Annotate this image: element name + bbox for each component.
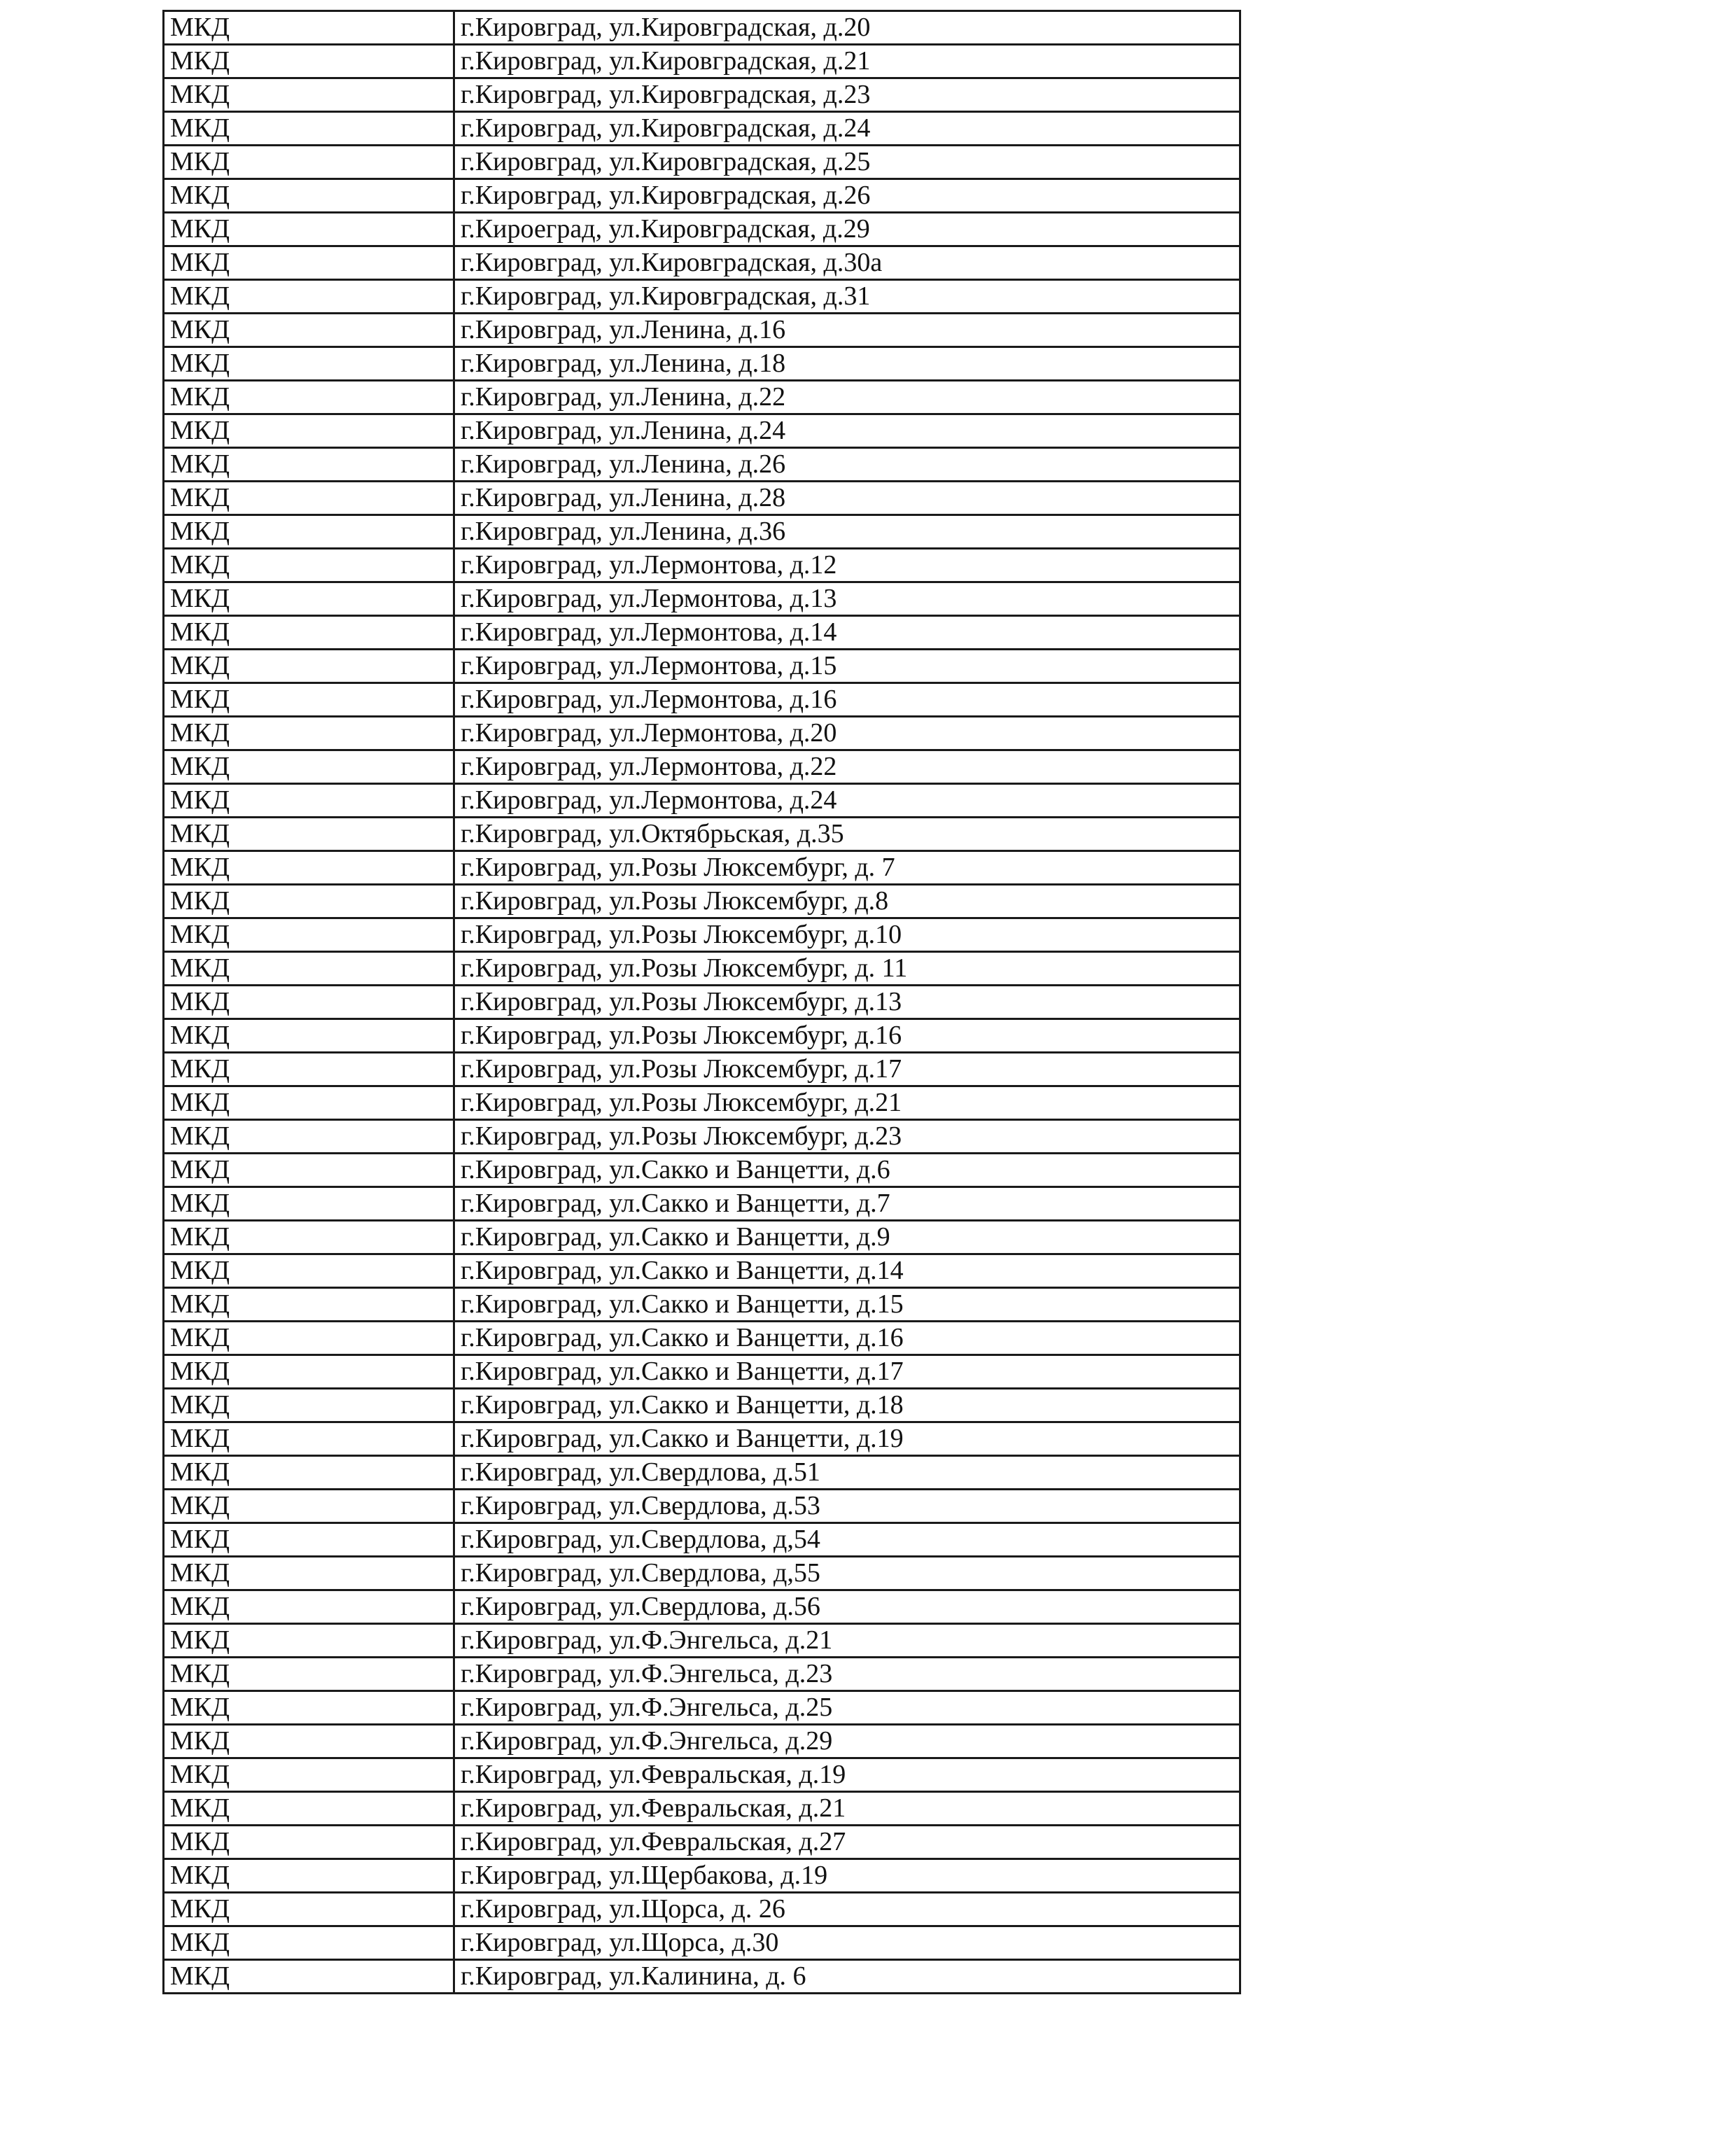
- building-type-cell: МКД: [164, 179, 454, 213]
- address-cell: г.Кировград, ул.Розы Люксембург, д. 7: [454, 851, 1240, 885]
- address-cell: г.Кировград, ул.Свердлова, д.53: [454, 1490, 1240, 1523]
- table-row: [164, 414, 1240, 448]
- address-cell: г.Кировград, ул.Розы Люксембург, д.16: [454, 1019, 1240, 1053]
- building-type-cell: МКД: [164, 986, 454, 1019]
- table-row: [164, 1557, 1240, 1590]
- table-row: [164, 1288, 1240, 1322]
- building-type-cell: МКД: [164, 1254, 454, 1288]
- address-cell: г.Кировград, ул.Свердлова, д,55: [454, 1557, 1240, 1590]
- building-type-cell: МКД: [164, 1826, 454, 1859]
- address-cell: г.Кировград, ул.Розы Люксембург, д.21: [454, 1086, 1240, 1120]
- table-row: [164, 146, 1240, 179]
- building-type-cell: МКД: [164, 1758, 454, 1792]
- building-type-cell: МКД: [164, 1019, 454, 1053]
- table-row: [164, 1758, 1240, 1792]
- address-cell: г.Кировград, ул.Февральская, д.27: [454, 1826, 1240, 1859]
- table-row: [164, 784, 1240, 818]
- building-type-cell: МКД: [164, 1590, 454, 1624]
- address-cell: г.Кировград, ул.Щербакова, д.19: [454, 1859, 1240, 1893]
- building-type-cell: МКД: [164, 818, 454, 851]
- table-row: [164, 1389, 1240, 1422]
- table-row: [164, 1355, 1240, 1389]
- address-cell: г.Кировград, ул.Кировградская, д.24: [454, 112, 1240, 146]
- table-row: [164, 381, 1240, 414]
- address-cell: г.Кировград, ул.Сакко и Ванцетти, д.14: [454, 1254, 1240, 1288]
- building-type-cell: МКД: [164, 1691, 454, 1725]
- address-cell: г.Кировград, ул.Щорса, д. 26: [454, 1893, 1240, 1926]
- table-row: [164, 1422, 1240, 1456]
- building-type-cell: МКД: [164, 1355, 454, 1389]
- address-cell: г.Кировград, ул.Сакко и Ванцетти, д.19: [454, 1422, 1240, 1456]
- address-cell: г.Кировград, ул.Розы Люксембург, д.13: [454, 986, 1240, 1019]
- building-type-cell: МКД: [164, 1322, 454, 1355]
- building-type-cell: МКД: [164, 11, 454, 45]
- building-type-cell: МКД: [164, 885, 454, 918]
- address-cell: г.Кироеград, ул.Кировградская, д.29: [454, 213, 1240, 246]
- table-row: [164, 818, 1240, 851]
- table-row: [164, 1725, 1240, 1758]
- address-cell: г.Кировград, ул.Кировградская, д.20: [454, 11, 1240, 45]
- document-page: [162, 10, 1224, 1994]
- building-type-cell: МКД: [164, 1490, 454, 1523]
- table-row: [164, 482, 1240, 515]
- table-row: [164, 1187, 1240, 1221]
- address-cell: г.Кировград, ул.Февральская, д.19: [454, 1758, 1240, 1792]
- table-row: [164, 1254, 1240, 1288]
- address-cell: г.Кировград, ул.Лермонтова, д.13: [454, 582, 1240, 616]
- address-cell: г.Кировград, ул.Кировградская, д.30а: [454, 246, 1240, 280]
- building-type-cell: МКД: [164, 851, 454, 885]
- table-row: [164, 650, 1240, 683]
- building-type-cell: МКД: [164, 582, 454, 616]
- address-cell: г.Кировград, ул.Розы Люксембург, д.23: [454, 1120, 1240, 1154]
- address-cell: г.Кировград, ул.Кировградская, д.31: [454, 280, 1240, 314]
- building-type-cell: МКД: [164, 1288, 454, 1322]
- table-row: [164, 213, 1240, 246]
- table-row: [164, 1120, 1240, 1154]
- building-type-cell: МКД: [164, 1523, 454, 1557]
- table-row: [164, 78, 1240, 112]
- address-cell: г.Кировград, ул.Кировградская, д.25: [454, 146, 1240, 179]
- table-row: [164, 1658, 1240, 1691]
- building-type-cell: МКД: [164, 1389, 454, 1422]
- table-row: [164, 1456, 1240, 1490]
- building-type-cell: МКД: [164, 952, 454, 986]
- table-row: [164, 717, 1240, 750]
- address-cell: г.Кировград, ул.Розы Люксембург, д. 11: [454, 952, 1240, 986]
- building-type-cell: МКД: [164, 414, 454, 448]
- address-cell: г.Кировград, ул.Ленина, д.26: [454, 448, 1240, 482]
- table-row: [164, 1490, 1240, 1523]
- address-cell: г.Кировград, ул.Лермонтова, д.12: [454, 549, 1240, 582]
- building-type-cell: МКД: [164, 1221, 454, 1254]
- building-type-cell: МКД: [164, 1187, 454, 1221]
- address-cell: г.Кировград, ул.Сакко и Ванцетти, д.9: [454, 1221, 1240, 1254]
- building-type-cell: МКД: [164, 314, 454, 347]
- address-cell: г.Кировград, ул.Ф.Энгельса, д.21: [454, 1624, 1240, 1658]
- building-type-cell: МКД: [164, 213, 454, 246]
- table-row: [164, 448, 1240, 482]
- address-cell: г.Кировград, ул.Калинина, д. 6: [454, 1960, 1240, 1994]
- table-row: [164, 347, 1240, 381]
- table-row: [164, 112, 1240, 146]
- table-row: [164, 885, 1240, 918]
- building-type-cell: МКД: [164, 717, 454, 750]
- address-cell: г.Кировград, ул.Ф.Энгельса, д.29: [454, 1725, 1240, 1758]
- table-row: [164, 1691, 1240, 1725]
- table-row: [164, 1019, 1240, 1053]
- building-type-cell: МКД: [164, 650, 454, 683]
- table-row: [164, 1590, 1240, 1624]
- table-row: [164, 683, 1240, 717]
- table-row: [164, 1926, 1240, 1960]
- address-cell: г.Кировград, ул.Розы Люксембург, д.8: [454, 885, 1240, 918]
- table-row: [164, 11, 1240, 45]
- table-body: [164, 11, 1240, 1994]
- address-cell: г.Кировград, ул.Ленина, д.36: [454, 515, 1240, 549]
- building-type-cell: МКД: [164, 45, 454, 78]
- building-type-cell: МКД: [164, 515, 454, 549]
- table-row: [164, 1792, 1240, 1826]
- building-type-cell: МКД: [164, 280, 454, 314]
- table-row: [164, 1154, 1240, 1187]
- address-cell: г.Кировград, ул.Кировградская, д.23: [454, 78, 1240, 112]
- table-row: [164, 549, 1240, 582]
- address-cell: г.Кировград, ул.Ленина, д.22: [454, 381, 1240, 414]
- building-type-cell: МКД: [164, 246, 454, 280]
- address-cell: г.Кировград, ул.Сакко и Ванцетти, д.18: [454, 1389, 1240, 1422]
- building-type-cell: МКД: [164, 616, 454, 650]
- table-row: [164, 1826, 1240, 1859]
- building-type-cell: МКД: [164, 1658, 454, 1691]
- housing-registry-table: [162, 10, 1241, 1994]
- address-cell: г.Кировград, ул.Свердлова, д.56: [454, 1590, 1240, 1624]
- table-row: [164, 750, 1240, 784]
- building-type-cell: МКД: [164, 1422, 454, 1456]
- building-type-cell: МКД: [164, 381, 454, 414]
- table-row: [164, 1523, 1240, 1557]
- address-cell: г.Кировград, ул.Ф.Энгельса, д.23: [454, 1658, 1240, 1691]
- address-cell: г.Кировград, ул.Лермонтова, д.15: [454, 650, 1240, 683]
- building-type-cell: МКД: [164, 1792, 454, 1826]
- address-cell: г.Кировград, ул.Сакко и Ванцетти, д.16: [454, 1322, 1240, 1355]
- building-type-cell: МКД: [164, 482, 454, 515]
- address-cell: г.Кировград, ул.Лермонтова, д.22: [454, 750, 1240, 784]
- address-cell: г.Кировград, ул.Ленина, д.18: [454, 347, 1240, 381]
- address-cell: г.Кировград, ул.Сакко и Ванцетти, д.7: [454, 1187, 1240, 1221]
- table-row: [164, 280, 1240, 314]
- building-type-cell: МКД: [164, 1557, 454, 1590]
- building-type-cell: МКД: [164, 1053, 454, 1086]
- building-type-cell: МКД: [164, 1086, 454, 1120]
- building-type-cell: МКД: [164, 1893, 454, 1926]
- address-cell: г.Кировград, ул.Кировградская, д.21: [454, 45, 1240, 78]
- address-cell: г.Кировград, ул.Сакко и Ванцетти, д.15: [454, 1288, 1240, 1322]
- building-type-cell: МКД: [164, 78, 454, 112]
- table-row: [164, 1859, 1240, 1893]
- building-type-cell: МКД: [164, 347, 454, 381]
- building-type-cell: МКД: [164, 1456, 454, 1490]
- address-cell: г.Кировград, ул.Сакко и Ванцетти, д.17: [454, 1355, 1240, 1389]
- table-row: [164, 1221, 1240, 1254]
- table-row: [164, 582, 1240, 616]
- building-type-cell: МКД: [164, 750, 454, 784]
- building-type-cell: МКД: [164, 1120, 454, 1154]
- table-row: [164, 616, 1240, 650]
- table-row: [164, 851, 1240, 885]
- table-row: [164, 918, 1240, 952]
- address-cell: г.Кировград, ул.Щорса, д.30: [454, 1926, 1240, 1960]
- address-cell: г.Кировград, ул.Ф.Энгельса, д.25: [454, 1691, 1240, 1725]
- building-type-cell: МКД: [164, 1926, 454, 1960]
- table-row: [164, 45, 1240, 78]
- building-type-cell: МКД: [164, 549, 454, 582]
- address-cell: г.Кировград, ул.Лермонтова, д.16: [454, 683, 1240, 717]
- table-row: [164, 1053, 1240, 1086]
- address-cell: г.Кировград, ул.Ленина, д.16: [454, 314, 1240, 347]
- table-row: [164, 515, 1240, 549]
- address-cell: г.Кировград, ул.Ленина, д.28: [454, 482, 1240, 515]
- address-cell: г.Кировград, ул.Февральская, д.21: [454, 1792, 1240, 1826]
- building-type-cell: МКД: [164, 448, 454, 482]
- building-type-cell: МКД: [164, 1154, 454, 1187]
- table-row: [164, 1893, 1240, 1926]
- address-cell: г.Кировград, ул.Розы Люксембург, д.17: [454, 1053, 1240, 1086]
- building-type-cell: МКД: [164, 112, 454, 146]
- address-cell: г.Кировград, ул.Лермонтова, д.14: [454, 616, 1240, 650]
- table-row: [164, 314, 1240, 347]
- address-cell: г.Кировград, ул.Свердлова, д,54: [454, 1523, 1240, 1557]
- building-type-cell: МКД: [164, 683, 454, 717]
- building-type-cell: МКД: [164, 1624, 454, 1658]
- table-row: [164, 1960, 1240, 1994]
- address-cell: г.Кировград, ул.Розы Люксембург, д.10: [454, 918, 1240, 952]
- building-type-cell: МКД: [164, 1725, 454, 1758]
- address-cell: г.Кировград, ул.Кировградская, д.26: [454, 179, 1240, 213]
- table-row: [164, 246, 1240, 280]
- address-cell: г.Кировград, ул.Сакко и Ванцетти, д.6: [454, 1154, 1240, 1187]
- address-cell: г.Кировград, ул.Ленина, д.24: [454, 414, 1240, 448]
- building-type-cell: МКД: [164, 784, 454, 818]
- table-row: [164, 952, 1240, 986]
- building-type-cell: МКД: [164, 1960, 454, 1994]
- building-type-cell: МКД: [164, 146, 454, 179]
- table-row: [164, 1086, 1240, 1120]
- table-row: [164, 1624, 1240, 1658]
- building-type-cell: МКД: [164, 1859, 454, 1893]
- address-cell: г.Кировград, ул.Лермонтова, д.20: [454, 717, 1240, 750]
- table-row: [164, 1322, 1240, 1355]
- address-cell: г.Кировград, ул.Лермонтова, д.24: [454, 784, 1240, 818]
- address-cell: г.Кировград, ул.Октябрьская, д.35: [454, 818, 1240, 851]
- address-cell: г.Кировград, ул.Свердлова, д.51: [454, 1456, 1240, 1490]
- building-type-cell: МКД: [164, 918, 454, 952]
- table-row: [164, 986, 1240, 1019]
- table-row: [164, 179, 1240, 213]
